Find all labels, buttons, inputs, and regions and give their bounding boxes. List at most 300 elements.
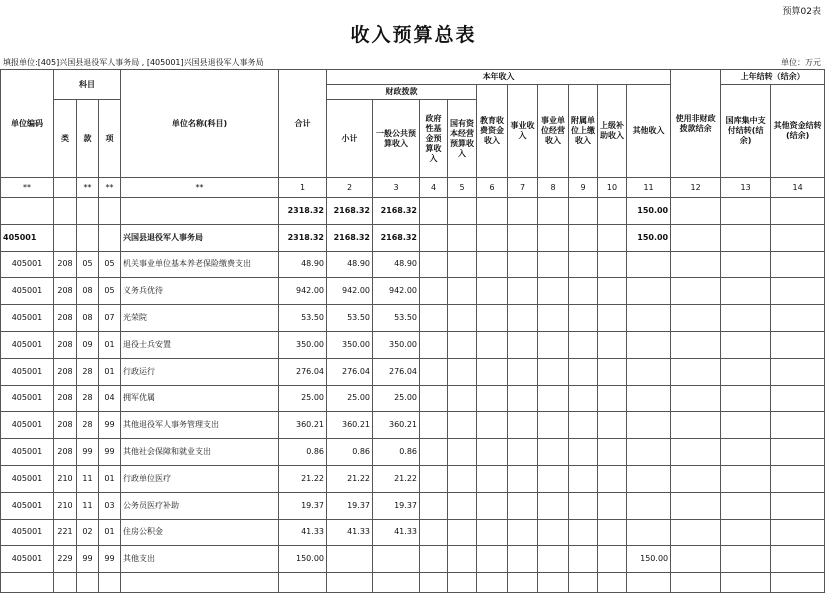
cell-empty	[569, 492, 598, 519]
header-state-capital-income: 国有资本经营预算收入	[448, 100, 477, 178]
cell-empty	[771, 546, 825, 573]
cell-empty	[477, 305, 508, 332]
cell-empty	[538, 492, 569, 519]
column-index-cell: 1	[279, 178, 327, 198]
cell-empty	[598, 492, 627, 519]
header-treasury-carryover: 国库集中支付结转(结余)	[721, 85, 771, 178]
cell-general: 41.33	[373, 519, 420, 546]
cell-empty	[538, 305, 569, 332]
cell-other	[627, 358, 671, 385]
cell-kuan: 05	[77, 251, 99, 278]
header-business-income: 事业收入	[508, 85, 538, 178]
cell-empty	[569, 305, 598, 332]
cell-empty	[671, 224, 721, 251]
table-row	[1, 251, 825, 278]
cell-empty	[721, 492, 771, 519]
cell-empty	[598, 465, 627, 492]
cell-empty	[508, 385, 538, 412]
cell-empty	[508, 546, 538, 573]
header-operation-income: 事业单位经营收入	[538, 85, 569, 178]
cell-name: 义务兵优待	[121, 278, 279, 305]
table-row	[1, 358, 825, 385]
cell-code: 405001	[1, 412, 54, 439]
cell-empty	[671, 519, 721, 546]
cell-xiang: 01	[99, 331, 121, 358]
cell-empty	[598, 198, 627, 225]
header-kuan: 款	[77, 100, 99, 178]
cell-empty	[598, 224, 627, 251]
cell-empty	[448, 224, 477, 251]
cell-general	[373, 546, 420, 573]
cell-empty	[569, 251, 598, 278]
cell-name: 其他社会保障和就业支出	[121, 439, 279, 466]
header-other-fund-carryover: 其他资金结转(结余)	[771, 85, 825, 178]
column-index-cell: 7	[508, 178, 538, 198]
cell-empty	[671, 412, 721, 439]
cell-general: 2168.32	[373, 198, 420, 225]
table-row	[1, 412, 825, 439]
cell-empty	[420, 546, 448, 573]
cell-general: 350.00	[373, 331, 420, 358]
cell-empty	[671, 305, 721, 332]
column-index-cell: 4	[420, 178, 448, 198]
cell-empty	[508, 278, 538, 305]
table-row	[1, 385, 825, 412]
cell-other	[627, 465, 671, 492]
cell-empty	[538, 465, 569, 492]
header-nonfiscal-balance: 使用非财政拨款结余	[671, 70, 721, 178]
header-xiang: 项	[99, 100, 121, 178]
cell-empty	[721, 305, 771, 332]
cell-empty	[477, 224, 508, 251]
cell-general: 53.50	[373, 305, 420, 332]
column-index-cell: 9	[569, 178, 598, 198]
cell-lei: 208	[54, 439, 77, 466]
cell-kuan: 08	[77, 305, 99, 332]
cell-empty	[771, 573, 825, 593]
cell-code: 405001	[1, 439, 54, 466]
cell-empty	[598, 385, 627, 412]
cell-total: 942.00	[279, 278, 327, 305]
table-row	[1, 331, 825, 358]
cell-kuan: 99	[77, 546, 99, 573]
cell-kuan: 11	[77, 492, 99, 519]
cell-code: 405001	[1, 546, 54, 573]
cell-kuan: 28	[77, 358, 99, 385]
cell-lei: 208	[54, 358, 77, 385]
cell-total: 19.37	[279, 492, 327, 519]
cell-empty	[477, 331, 508, 358]
table-row	[1, 546, 825, 573]
cell-empty	[721, 465, 771, 492]
cell-kuan: 28	[77, 385, 99, 412]
cell-empty	[721, 198, 771, 225]
cell-empty	[420, 439, 448, 466]
cell-empty	[420, 358, 448, 385]
cell-empty	[671, 573, 721, 593]
header-unit-code: 单位编码	[1, 70, 54, 178]
cell-empty	[671, 278, 721, 305]
cell-lei: 208	[54, 385, 77, 412]
cell-name: 住房公积金	[121, 519, 279, 546]
cell-other	[627, 412, 671, 439]
cell-empty	[569, 224, 598, 251]
cell-xiang: 04	[99, 385, 121, 412]
cell-general: 276.04	[373, 358, 420, 385]
cell-general: 2168.32	[373, 224, 420, 251]
cell-empty	[477, 465, 508, 492]
cell-total: 25.00	[279, 385, 327, 412]
cell-total: 276.04	[279, 358, 327, 385]
cell-empty	[721, 546, 771, 573]
cell-other	[627, 385, 671, 412]
column-index-cell	[54, 178, 77, 198]
cell-empty	[627, 573, 671, 593]
table-row	[1, 198, 825, 225]
cell-empty	[598, 278, 627, 305]
cell-empty	[448, 465, 477, 492]
cell-empty	[771, 278, 825, 305]
currency-unit: 单位：万元	[781, 58, 821, 67]
cell-empty	[771, 305, 825, 332]
column-index-cell: 11	[627, 178, 671, 198]
cell-subtotal: 41.33	[327, 519, 373, 546]
cell-code: 405001	[1, 251, 54, 278]
cell-empty	[598, 412, 627, 439]
cell-empty	[508, 412, 538, 439]
cell-empty	[598, 358, 627, 385]
cell-empty	[420, 224, 448, 251]
cell-empty	[477, 519, 508, 546]
cell-empty	[99, 573, 121, 593]
cell-name: 退役士兵安置	[121, 331, 279, 358]
cell-empty	[448, 439, 477, 466]
cell-code: 405001	[1, 305, 54, 332]
cell-empty	[538, 573, 569, 593]
cell-subtotal: 350.00	[327, 331, 373, 358]
cell-empty	[448, 278, 477, 305]
cell-lei	[54, 198, 77, 225]
cell-empty	[448, 358, 477, 385]
cell-empty	[598, 305, 627, 332]
cell-empty	[477, 492, 508, 519]
header-general-budget-income: 一般公共预算收入	[373, 100, 420, 178]
header-current-year-income: 本年收入	[327, 70, 671, 85]
cell-empty	[121, 573, 279, 593]
cell-empty	[54, 573, 77, 593]
cell-name: 光荣院	[121, 305, 279, 332]
cell-empty	[671, 385, 721, 412]
cell-xiang: 99	[99, 412, 121, 439]
cell-empty	[671, 198, 721, 225]
income-budget-table	[0, 69, 825, 593]
cell-empty	[477, 546, 508, 573]
cell-empty	[477, 385, 508, 412]
cell-empty	[477, 198, 508, 225]
cell-total: 350.00	[279, 331, 327, 358]
cell-empty	[77, 573, 99, 593]
table-row	[1, 465, 825, 492]
cell-empty	[448, 305, 477, 332]
cell-empty	[721, 358, 771, 385]
cell-empty	[508, 224, 538, 251]
cell-kuan: 02	[77, 519, 99, 546]
cell-empty	[508, 439, 538, 466]
cell-kuan: 28	[77, 412, 99, 439]
cell-name: 其他退役军人事务管理支出	[121, 412, 279, 439]
cell-empty	[569, 358, 598, 385]
cell-total: 2318.32	[279, 198, 327, 225]
cell-total: 150.00	[279, 546, 327, 573]
cell-other	[627, 278, 671, 305]
cell-empty	[771, 385, 825, 412]
cell-name: 行政运行	[121, 358, 279, 385]
filling-unit: 填报单位:[405]兴国县退役军人事务局 , [405001]兴国县退役军人事务局	[3, 58, 264, 67]
cell-empty	[420, 492, 448, 519]
cell-other	[627, 492, 671, 519]
cell-empty	[721, 278, 771, 305]
column-index-cell: 10	[598, 178, 627, 198]
cell-subtotal	[327, 546, 373, 573]
header-subject: 科目	[54, 70, 121, 100]
cell-empty	[569, 385, 598, 412]
cell-empty	[598, 251, 627, 278]
cell-xiang: 99	[99, 439, 121, 466]
cell-name: 行政单位医疗	[121, 465, 279, 492]
cell-empty	[420, 198, 448, 225]
cell-empty	[671, 465, 721, 492]
cell-empty	[538, 251, 569, 278]
column-index-cell: 3	[373, 178, 420, 198]
header-lei: 类	[54, 100, 77, 178]
cell-empty	[721, 573, 771, 593]
cell-empty	[448, 573, 477, 593]
cell-empty	[538, 331, 569, 358]
cell-empty	[671, 251, 721, 278]
cell-empty	[721, 331, 771, 358]
cell-other	[627, 305, 671, 332]
cell-empty	[508, 358, 538, 385]
cell-empty	[569, 519, 598, 546]
cell-empty	[538, 546, 569, 573]
cell-code: 405001	[1, 331, 54, 358]
table-row	[1, 492, 825, 519]
cell-other: 150.00	[627, 224, 671, 251]
cell-empty	[721, 251, 771, 278]
cell-kuan: 09	[77, 331, 99, 358]
cell-subtotal: 0.86	[327, 439, 373, 466]
cell-xiang: 07	[99, 305, 121, 332]
cell-lei: 208	[54, 251, 77, 278]
cell-empty	[448, 251, 477, 278]
header-other-income: 其他收入	[627, 85, 671, 178]
cell-empty	[771, 439, 825, 466]
cell-code: 405001	[1, 224, 54, 251]
cell-lei: 210	[54, 465, 77, 492]
cell-empty	[598, 546, 627, 573]
cell-empty	[538, 358, 569, 385]
cell-empty	[771, 251, 825, 278]
cell-empty	[420, 251, 448, 278]
cell-empty	[508, 331, 538, 358]
cell-xiang	[99, 224, 121, 251]
cell-empty	[373, 573, 420, 593]
cell-subtotal: 942.00	[327, 278, 373, 305]
cell-general: 21.22	[373, 465, 420, 492]
cell-code: 405001	[1, 492, 54, 519]
cell-empty	[721, 224, 771, 251]
cell-total: 53.50	[279, 305, 327, 332]
cell-empty	[671, 358, 721, 385]
cell-lei: 208	[54, 412, 77, 439]
cell-empty	[771, 331, 825, 358]
cell-subtotal: 53.50	[327, 305, 373, 332]
cell-lei: 208	[54, 331, 77, 358]
cell-kuan: 99	[77, 439, 99, 466]
cell-other	[627, 251, 671, 278]
cell-empty	[771, 412, 825, 439]
column-index-cell: 6	[477, 178, 508, 198]
cell-empty	[721, 439, 771, 466]
table-row	[1, 519, 825, 546]
cell-total: 0.86	[279, 439, 327, 466]
cell-empty	[771, 224, 825, 251]
cell-empty	[279, 573, 327, 593]
cell-name: 机关事业单位基本养老保险缴费支出	[121, 251, 279, 278]
cell-empty	[538, 385, 569, 412]
cell-empty	[448, 331, 477, 358]
cell-lei: 208	[54, 278, 77, 305]
cell-empty	[538, 519, 569, 546]
cell-empty	[538, 439, 569, 466]
cell-empty	[671, 546, 721, 573]
cell-subtotal: 19.37	[327, 492, 373, 519]
cell-code: 405001	[1, 385, 54, 412]
cell-xiang: 03	[99, 492, 121, 519]
cell-empty	[508, 251, 538, 278]
cell-lei: 229	[54, 546, 77, 573]
cell-empty	[420, 519, 448, 546]
cell-empty	[721, 519, 771, 546]
cell-lei: 210	[54, 492, 77, 519]
cell-other	[627, 331, 671, 358]
cell-empty	[771, 465, 825, 492]
cell-empty	[508, 305, 538, 332]
cell-code: 405001	[1, 278, 54, 305]
column-index-cell: 5	[448, 178, 477, 198]
cell-empty	[538, 224, 569, 251]
header-fiscal-appropriation: 财政拨款	[327, 85, 477, 100]
column-index-row	[1, 178, 825, 198]
cell-empty	[477, 278, 508, 305]
column-index-cell: 2	[327, 178, 373, 198]
cell-code	[1, 198, 54, 225]
form-number: 预算02表	[782, 7, 821, 17]
cell-code: 405001	[1, 519, 54, 546]
cell-general: 25.00	[373, 385, 420, 412]
cell-empty	[771, 519, 825, 546]
column-index-cell: **	[1, 178, 54, 198]
cell-empty	[448, 385, 477, 412]
cell-empty	[508, 519, 538, 546]
cell-name	[121, 198, 279, 225]
cell-empty	[598, 331, 627, 358]
cell-subtotal: 360.21	[327, 412, 373, 439]
cell-other	[627, 519, 671, 546]
column-index-cell: 14	[771, 178, 825, 198]
cell-lei: 208	[54, 305, 77, 332]
cell-empty	[448, 519, 477, 546]
cell-name: 其他支出	[121, 546, 279, 573]
cell-empty	[420, 385, 448, 412]
cell-empty	[420, 573, 448, 593]
cell-empty	[671, 331, 721, 358]
cell-other: 150.00	[627, 198, 671, 225]
column-index-cell: 8	[538, 178, 569, 198]
cell-empty	[569, 198, 598, 225]
cell-subtotal: 2168.32	[327, 198, 373, 225]
cell-total: 41.33	[279, 519, 327, 546]
header-education-fee-income: 教育收费资金收入	[477, 85, 508, 178]
cell-empty	[598, 519, 627, 546]
cell-empty	[508, 573, 538, 593]
cell-xiang: 01	[99, 465, 121, 492]
cell-empty	[538, 412, 569, 439]
cell-xiang: 01	[99, 519, 121, 546]
cell-total: 2318.32	[279, 224, 327, 251]
cell-xiang: 05	[99, 251, 121, 278]
cell-empty	[569, 465, 598, 492]
cell-other	[627, 439, 671, 466]
cell-empty	[538, 198, 569, 225]
cell-empty	[771, 358, 825, 385]
cell-empty	[569, 412, 598, 439]
cell-empty	[1, 573, 54, 593]
column-index-cell: **	[77, 178, 99, 198]
cell-empty	[448, 546, 477, 573]
cell-empty	[721, 412, 771, 439]
cell-general: 0.86	[373, 439, 420, 466]
column-index-cell: **	[121, 178, 279, 198]
cell-empty	[477, 358, 508, 385]
table-row	[1, 305, 825, 332]
cell-empty	[569, 439, 598, 466]
cell-xiang: 05	[99, 278, 121, 305]
cell-empty	[477, 573, 508, 593]
cell-subtotal: 48.90	[327, 251, 373, 278]
cell-empty	[721, 385, 771, 412]
table-row	[1, 224, 825, 251]
cell-subtotal: 2168.32	[327, 224, 373, 251]
header-subsidiary-income: 附属单位上缴收入	[569, 85, 598, 178]
cell-empty	[508, 465, 538, 492]
cell-empty	[569, 278, 598, 305]
header-subtotal: 小计	[327, 100, 373, 178]
cell-empty	[569, 331, 598, 358]
report-title: 收入预算总表	[350, 24, 477, 46]
cell-name: 兴国县退役军人事务局	[121, 224, 279, 251]
header-higher-subsidy-income: 上级补助收入	[598, 85, 627, 178]
cell-empty	[448, 492, 477, 519]
cell-subtotal: 276.04	[327, 358, 373, 385]
cell-total: 360.21	[279, 412, 327, 439]
cell-empty	[448, 412, 477, 439]
cell-lei	[54, 224, 77, 251]
cell-code: 405001	[1, 465, 54, 492]
cell-empty	[598, 573, 627, 593]
cell-kuan	[77, 224, 99, 251]
cell-empty	[420, 305, 448, 332]
